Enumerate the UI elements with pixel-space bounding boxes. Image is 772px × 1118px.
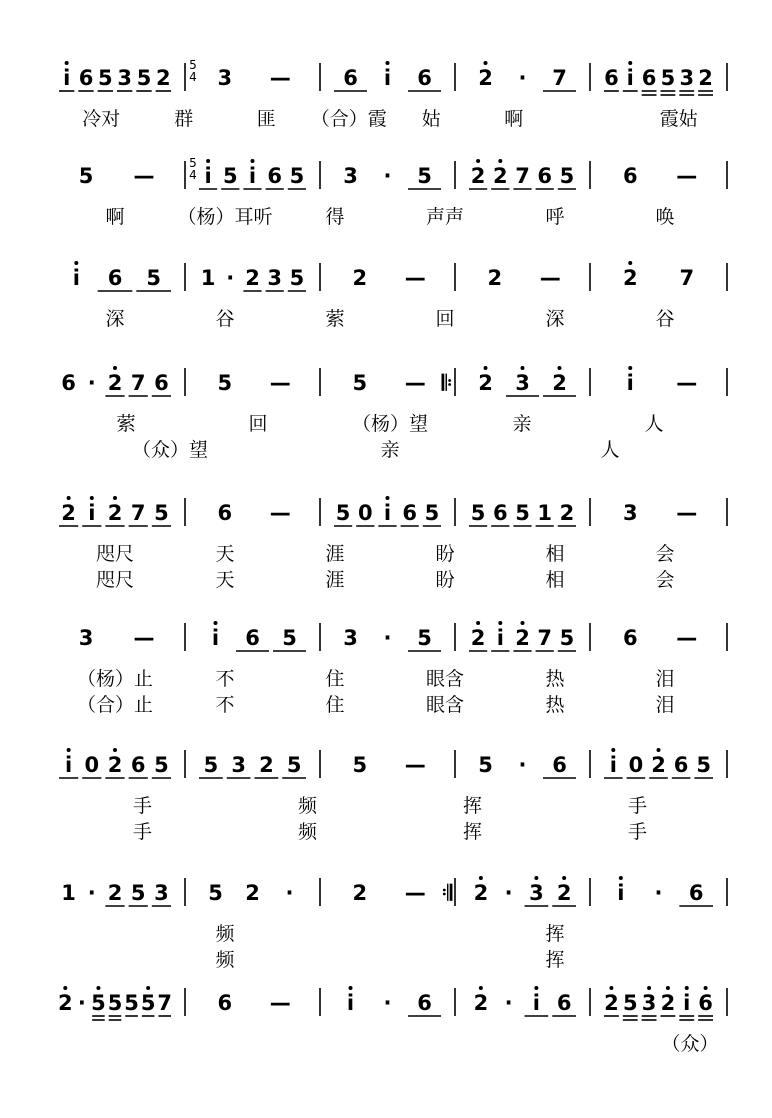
note: i — [496, 626, 504, 650]
note: 6 — [130, 753, 146, 777]
note: · — [383, 626, 392, 650]
octave-dot — [498, 159, 502, 163]
lyric: 天 — [215, 543, 235, 565]
lyric: 频 — [297, 795, 318, 817]
note: 6 — [622, 164, 638, 188]
lyric: 萦 — [325, 308, 345, 330]
note: 6 — [402, 501, 418, 525]
note: 2 — [492, 164, 508, 188]
note: 7 — [130, 371, 146, 395]
note: — — [269, 501, 291, 525]
lyric: 霞姑 — [659, 108, 698, 130]
note: — — [676, 371, 698, 395]
note: 5 — [124, 991, 139, 1015]
note: 6 — [154, 371, 169, 395]
note: 1 — [537, 501, 553, 525]
note: i — [609, 753, 617, 777]
lyric: 手 — [627, 821, 648, 843]
note: 5 — [203, 753, 219, 777]
lyric: 啊 — [105, 206, 125, 228]
note: · — [383, 991, 392, 1015]
octave-dot — [521, 621, 525, 625]
note: · — [87, 371, 96, 395]
note: 6 — [417, 66, 432, 90]
note: 1 — [200, 266, 216, 290]
note: 1 — [61, 881, 76, 905]
note: 5 — [417, 626, 432, 650]
lyric: 盼 — [435, 569, 455, 591]
note: 2 — [107, 753, 123, 777]
note: 7 — [537, 626, 553, 650]
lyric: 冷对 — [82, 108, 121, 130]
note: i — [211, 626, 220, 650]
score-line — [59, 496, 727, 591]
note: 6 — [492, 501, 508, 525]
lyric: （合）止 — [76, 694, 154, 716]
octave-dot — [476, 159, 480, 163]
note: 6 — [688, 881, 704, 905]
note: 0 — [628, 753, 644, 777]
lyric: 挥 — [462, 795, 483, 817]
time-signature-bottom: 4 — [189, 168, 197, 182]
octave-dot — [67, 496, 71, 500]
octave-dot — [65, 61, 69, 65]
lyric: 眼含 — [425, 694, 465, 716]
octave-dot — [476, 621, 480, 625]
note: 6 — [641, 66, 657, 90]
octave-dot — [96, 986, 100, 990]
octave-dot — [386, 496, 390, 500]
note: 2 — [245, 266, 260, 290]
note: 2 — [473, 881, 489, 905]
note: 5 — [91, 991, 106, 1015]
note: 5 — [154, 501, 169, 525]
score-line — [79, 156, 727, 228]
note: 3 — [343, 164, 358, 188]
note: 3 — [641, 991, 657, 1015]
note: 5 — [424, 501, 440, 525]
lyric: 匪 — [256, 108, 276, 130]
note: 7 — [130, 501, 146, 525]
note: 2 — [556, 881, 572, 905]
note: 2 — [651, 753, 666, 777]
octave-dot — [74, 261, 78, 265]
octave-dot — [146, 986, 150, 990]
lyric: 啊 — [504, 108, 524, 130]
octave-dot — [349, 986, 353, 990]
note: i — [532, 991, 540, 1015]
note: 6 — [343, 66, 358, 90]
note: 5 — [417, 164, 432, 188]
lyric: 深 — [105, 308, 125, 330]
octave-dot — [67, 748, 71, 752]
lyric: 人 — [600, 439, 620, 461]
note: · — [77, 991, 86, 1015]
note: 3 — [343, 626, 358, 650]
octave-dot — [647, 986, 651, 990]
lyric: 热 — [545, 668, 565, 690]
note: — — [676, 626, 698, 650]
note: 2 — [478, 371, 493, 395]
note: — — [404, 753, 426, 777]
note: · — [383, 164, 392, 188]
lyric: 频 — [215, 949, 235, 971]
note: 6 — [417, 991, 432, 1015]
note: 0 — [357, 501, 373, 525]
note: — — [269, 371, 291, 395]
note: 3 — [515, 371, 530, 395]
octave-dot — [251, 159, 255, 163]
repeat-start-sign: 𝄆 — [441, 371, 453, 395]
note: 5 — [660, 66, 676, 90]
note: 6 — [267, 164, 283, 188]
score-lines — [58, 58, 727, 1055]
note: 5 — [335, 501, 351, 525]
note: 5 — [478, 753, 493, 777]
octave-dot — [666, 986, 670, 990]
footnote: （众） — [661, 1033, 719, 1055]
note: i — [72, 266, 80, 290]
lyric: 回 — [435, 308, 455, 330]
note: 7 — [157, 991, 173, 1015]
score-line — [59, 58, 727, 130]
note: 0 — [84, 753, 100, 777]
note: 2 — [622, 266, 638, 290]
score-line — [59, 748, 727, 843]
lyric: （合）霞 — [310, 108, 387, 130]
note: 6 — [556, 991, 572, 1015]
note: 5 — [222, 164, 238, 188]
note: 2 — [470, 164, 486, 188]
note: 5 — [282, 626, 297, 650]
score-line — [61, 366, 727, 461]
note: · — [654, 881, 663, 905]
note: — — [676, 501, 698, 525]
note: 6 — [78, 66, 94, 90]
octave-dot — [534, 876, 538, 880]
note: 7 — [515, 164, 530, 188]
note: 6 — [698, 991, 713, 1015]
score-line — [61, 876, 727, 971]
octave-dot — [704, 986, 708, 990]
lyric: 不 — [215, 694, 235, 716]
note: 3 — [267, 266, 283, 290]
lyric: 挥 — [545, 949, 565, 971]
octave-dot — [558, 366, 562, 370]
note: 5 — [208, 881, 223, 905]
note: 6 — [107, 266, 123, 290]
note: i — [63, 66, 71, 90]
note: 5 — [78, 164, 94, 188]
note: 7 — [552, 66, 567, 90]
note: · — [504, 991, 513, 1015]
note: 2 — [245, 881, 260, 905]
lyric: （杨）望 — [351, 413, 429, 435]
lyric: 群 — [174, 108, 194, 130]
note: 2 — [57, 991, 73, 1015]
octave-dot — [562, 876, 566, 880]
note: 6 — [217, 501, 233, 525]
lyric: 得 — [325, 206, 345, 228]
octave-dot — [609, 986, 613, 990]
lyric: 咫尺 — [95, 543, 135, 565]
note: 2 — [470, 626, 486, 650]
note: 3 — [231, 753, 246, 777]
note: 3 — [622, 501, 638, 525]
lyric: 手 — [627, 795, 648, 817]
lyric: 频 — [297, 821, 318, 843]
note: 2 — [487, 266, 503, 290]
note: · — [226, 266, 235, 290]
note: 3 — [529, 881, 544, 905]
note: 3 — [154, 881, 169, 905]
note: — — [269, 66, 291, 90]
note: 3 — [78, 626, 94, 650]
note: i — [88, 501, 96, 525]
lyric: 相 — [545, 543, 565, 565]
note: — — [539, 266, 561, 290]
note: i — [383, 501, 392, 525]
note: 2 — [552, 371, 567, 395]
note: 5 — [289, 266, 305, 290]
note: 2 — [473, 991, 489, 1015]
lyric: 咫尺 — [95, 569, 135, 591]
octave-dot — [628, 261, 632, 265]
octave-dot — [113, 366, 117, 370]
note: — — [404, 881, 426, 905]
time-signature-bottom: 4 — [189, 70, 197, 84]
note: 2 — [559, 501, 575, 525]
note: 6 — [217, 991, 233, 1015]
note: 2 — [156, 66, 171, 90]
octave-dot — [386, 61, 390, 65]
note: 6 — [552, 753, 567, 777]
lyric: 声声 — [425, 206, 465, 228]
time-signature-top: 5 — [189, 156, 197, 170]
octave-dot — [498, 621, 502, 625]
note: i — [617, 881, 625, 905]
lyric: 萦 — [116, 413, 136, 435]
lyric: 手 — [132, 795, 153, 817]
lyric: 亲 — [380, 439, 400, 461]
note: 5 — [352, 753, 368, 777]
time-signature-top: 5 — [189, 58, 197, 72]
octave-dot — [619, 876, 623, 880]
note: 3 — [117, 66, 132, 90]
score-line — [77, 621, 727, 716]
note: 2 — [660, 991, 676, 1015]
lyric: 人 — [644, 413, 664, 435]
note: 2 — [259, 753, 274, 777]
note: 5 — [130, 881, 146, 905]
octave-dot — [479, 986, 483, 990]
lyric: 涯 — [325, 543, 345, 565]
note: 5 — [140, 991, 156, 1015]
lyric: 挥 — [545, 923, 565, 945]
note: 6 — [245, 626, 260, 650]
note: 2 — [107, 881, 123, 905]
octave-dot — [214, 621, 218, 625]
note: 5 — [289, 164, 305, 188]
note: — — [133, 164, 155, 188]
lyric: （众）望 — [131, 439, 209, 461]
octave-dot — [484, 61, 488, 65]
note: 5 — [470, 501, 486, 525]
octave-dot — [628, 366, 632, 370]
note: i — [383, 66, 392, 90]
note: i — [626, 66, 634, 90]
note: 5 — [98, 66, 113, 90]
lyric: 天 — [215, 569, 235, 591]
note: 6 — [673, 753, 689, 777]
note: · — [504, 881, 513, 905]
lyric: 泪 — [655, 694, 675, 716]
note: 2 — [515, 626, 530, 650]
octave-dot — [206, 159, 210, 163]
note: 6 — [537, 164, 553, 188]
note: 7 — [679, 266, 695, 290]
lyric: 挥 — [462, 821, 483, 843]
note: 5 — [146, 266, 161, 290]
lyric: 谷 — [215, 308, 235, 330]
lyric: 会 — [655, 569, 675, 591]
note: 5 — [107, 991, 123, 1015]
note: 2 — [352, 266, 368, 290]
octave-dot — [63, 986, 67, 990]
lyric: 姑 — [421, 108, 441, 130]
note: · — [518, 753, 527, 777]
note: 5 — [622, 991, 638, 1015]
octave-dot — [521, 366, 525, 370]
note: · — [285, 881, 294, 905]
note: i — [683, 991, 691, 1015]
note: 6 — [622, 626, 638, 650]
lyric: 频 — [215, 923, 235, 945]
note: i — [64, 753, 73, 777]
note: 3 — [217, 66, 233, 90]
note: i — [346, 991, 355, 1015]
octave-dot — [611, 748, 615, 752]
note: 2 — [698, 66, 713, 90]
lyric: 亲 — [512, 413, 532, 435]
lyric: 深 — [545, 308, 565, 330]
octave-dot — [113, 496, 117, 500]
lyric: 呼 — [545, 206, 565, 228]
octave-dot — [479, 876, 483, 880]
note: 2 — [352, 881, 368, 905]
lyric: 住 — [325, 668, 345, 690]
octave-dot — [90, 496, 94, 500]
lyric: 会 — [655, 543, 675, 565]
note: 5 — [559, 626, 575, 650]
octave-dot — [534, 986, 538, 990]
octave-dot — [628, 61, 632, 65]
note: 2 — [478, 66, 493, 90]
note: 2 — [61, 501, 76, 525]
note: 6 — [61, 371, 76, 395]
note: i — [204, 164, 212, 188]
lyric: 住 — [325, 694, 345, 716]
lyric: 不 — [215, 668, 235, 690]
score-line — [58, 986, 727, 1055]
note: 5 — [352, 371, 368, 395]
lyric: 手 — [132, 821, 153, 843]
note: 3 — [679, 66, 695, 90]
lyric: 谷 — [655, 308, 675, 330]
lyric: 热 — [545, 694, 565, 716]
lyric: （杨）止 — [76, 668, 154, 690]
note: — — [269, 991, 291, 1015]
note: 5 — [696, 753, 712, 777]
octave-dot — [685, 986, 689, 990]
note: i — [626, 371, 634, 395]
score-line — [73, 261, 727, 330]
repeat-end-sign: 𝄇 — [441, 881, 453, 905]
lyric: 盼 — [435, 543, 455, 565]
lyric: （杨）耳听 — [177, 206, 273, 228]
note: 5 — [515, 501, 530, 525]
note: — — [133, 626, 155, 650]
lyric: 回 — [248, 413, 268, 435]
note: 5 — [559, 164, 575, 188]
note: — — [404, 266, 426, 290]
note: — — [676, 164, 698, 188]
note: · — [87, 881, 96, 905]
note: 5 — [154, 753, 169, 777]
note: 2 — [107, 371, 123, 395]
octave-dot — [113, 748, 117, 752]
lyric: 相 — [545, 569, 565, 591]
octave-dot — [484, 366, 488, 370]
note: 6 — [604, 66, 619, 90]
note: i — [248, 164, 257, 188]
note: 5 — [286, 753, 302, 777]
lyric: 涯 — [325, 569, 345, 591]
note: — — [404, 371, 426, 395]
lyric: 唤 — [655, 206, 675, 228]
note: 2 — [107, 501, 123, 525]
note: 2 — [604, 991, 619, 1015]
octave-dot — [657, 748, 661, 752]
lyric: 泪 — [655, 668, 675, 690]
note: · — [518, 66, 527, 90]
lyric: 眼含 — [425, 668, 465, 690]
note: 5 — [136, 66, 152, 90]
note: 5 — [217, 371, 233, 395]
